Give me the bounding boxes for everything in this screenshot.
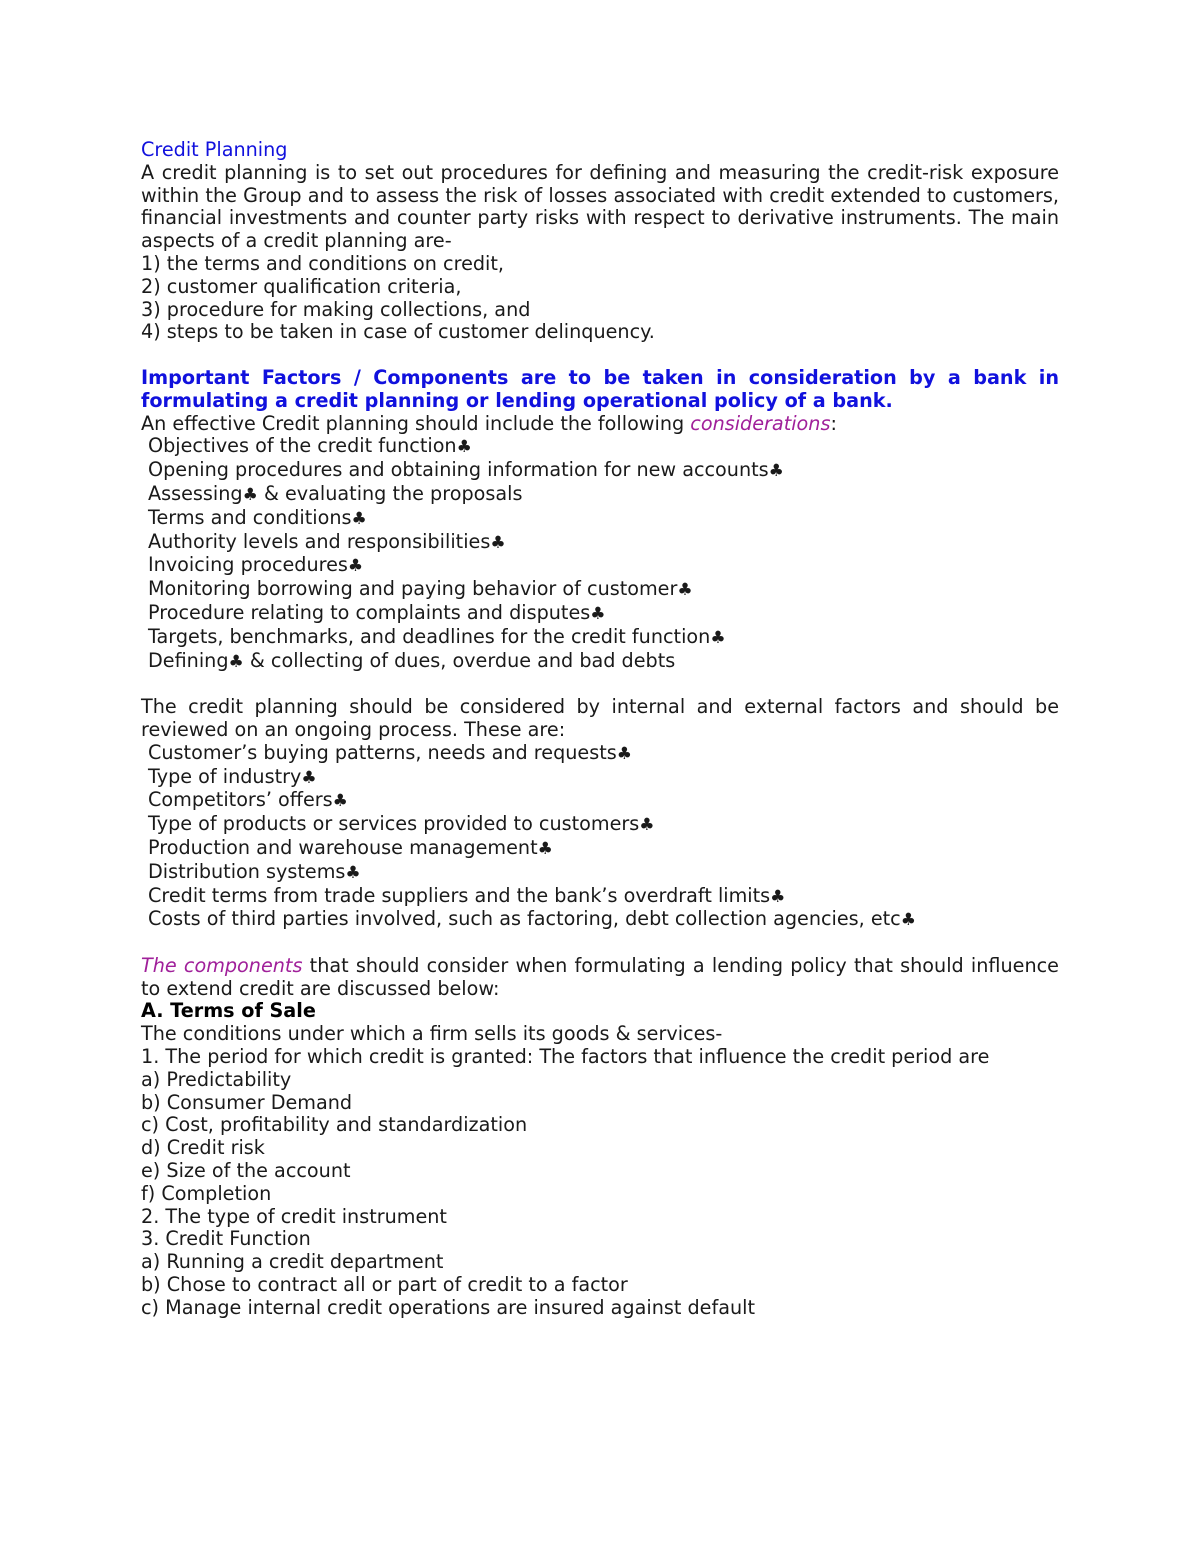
list-item-text: Production and warehouse management (148, 835, 538, 859)
section-title-important-factors: Important Factors / Components are to be taken in consideration by a bank in formulating a credit planning or lending operational policy of a bank. (141, 365, 1059, 412)
list-item (141, 507, 1059, 531)
list-item: 1. The period for which credit is granted: The factors that influence the credit period are (141, 1045, 990, 1069)
list-item (141, 885, 1059, 909)
club-bullet-icon: ♣ (537, 838, 553, 859)
list-item-text: & collecting of dues, overdue and bad debts (243, 648, 676, 672)
list-item: 3. Credit Function (141, 1227, 311, 1251)
list-item-text: Customer’s buying patterns, needs and requests (148, 740, 617, 764)
club-bullet-icon: ♣ (616, 743, 632, 764)
factors-intro: The credit planning should be considered by internal and external factors and should be reviewed on an ongoing process. These are: (141, 695, 1059, 741)
components-emphasis: The components (141, 953, 303, 977)
club-bullet-icon: ♣ (900, 910, 916, 931)
club-bullet-icon: ♣ (590, 603, 606, 624)
list-item-text: Type of industry (148, 764, 302, 788)
list-item (141, 435, 1059, 459)
club-bullet-icon: ♣ (639, 815, 655, 836)
list-item (141, 483, 1059, 507)
considerations-intro (141, 413, 1059, 436)
list-item-text: Defining (148, 648, 229, 672)
list-item-text: Opening procedures and obtaining information for new accounts (148, 458, 769, 482)
club-bullet-icon: ♣ (332, 791, 348, 812)
list-item: a) Running a credit department (141, 1250, 444, 1274)
spacer (141, 673, 1059, 696)
list-item (141, 742, 1059, 766)
list-item: 4) steps to be taken in case of customer delinquency. (141, 320, 655, 344)
list-item-text: Costs of third parties involved, such as factoring, debt collection agencies, etc (148, 907, 901, 931)
club-bullet-icon: ♣ (768, 461, 784, 482)
list-item (141, 861, 1059, 885)
list-item-text: Procedure relating to complaints and disputes (148, 600, 591, 624)
club-bullet-icon: ♣ (456, 437, 472, 458)
list-item: 3) procedure for making collections, and (141, 297, 531, 321)
club-bullet-icon: ♣ (677, 580, 693, 601)
club-bullet-icon: ♣ (347, 556, 364, 577)
club-bullet-icon: ♣ (351, 508, 367, 529)
list-item (141, 813, 1059, 837)
list-item (141, 554, 1059, 578)
list-item (141, 766, 1059, 790)
list-item (141, 650, 1059, 674)
list-item: f) Completion (141, 1181, 272, 1205)
spacer (141, 932, 1059, 955)
club-bullet-icon: ♣ (301, 767, 317, 788)
list-item: c) Manage internal credit operations are insured against default (141, 1295, 755, 1319)
list-item (141, 578, 1059, 602)
club-bullet-icon: ♣ (770, 886, 786, 907)
list-item-text: & evaluating the proposals (257, 481, 523, 505)
list-item-text: Type of products or services provided to customers (148, 812, 640, 836)
club-bullet-icon: ♣ (490, 532, 506, 553)
club-bullet-icon: ♣ (710, 627, 726, 648)
document-page (141, 139, 1059, 1320)
section-title-credit-planning: Credit Planning (141, 138, 288, 161)
list-item-text: Distribution systems (148, 859, 346, 883)
credit-planning-intro: A credit planning is to set out procedures for defining and measuring the credit-risk exposure within the Group and to assess the risk of losses associated with credit extended to customers, financial investments and counter party risks with respect to derivative instruments. The main aspects of a credit planning are- (141, 160, 1059, 253)
spacer (141, 344, 1059, 367)
list-item (141, 626, 1059, 650)
list-item-text: Targets, benchmarks, and deadlines for the credit function (148, 624, 711, 648)
components-intro-text: that should consider when formulating a lending policy that should influence to extend credit are discussed below: (141, 953, 1059, 1000)
list-item: a) Predictability (141, 1067, 292, 1091)
components-intro (141, 955, 1059, 1001)
list-item: c) Cost, profitability and standardization (141, 1113, 528, 1137)
list-item-text: Competitors’ offers (148, 788, 333, 812)
list-item-text: Credit terms from trade suppliers and the bank’s overdraft limits (148, 883, 771, 907)
list-item-text: Invoicing procedures (148, 553, 348, 577)
list-item: 2) customer qualification criteria, (141, 274, 462, 298)
list-item-text: Authority levels and responsibilities (148, 529, 491, 553)
list-item-text: Assessing (148, 481, 243, 505)
list-item: e) Size of the account (141, 1159, 351, 1183)
club-bullet-icon: ♣ (228, 651, 244, 672)
considerations-intro-text: An effective Credit planning should include the following (141, 411, 691, 435)
list-item: 1) the terms and conditions on credit, (141, 251, 505, 275)
subheading-terms-of-sale: A. Terms of Sale (141, 999, 316, 1023)
list-item (141, 459, 1059, 483)
list-item (141, 602, 1059, 626)
list-item (141, 531, 1059, 555)
list-item: d) Credit risk (141, 1136, 265, 1160)
list-item: 2. The type of credit instrument (141, 1204, 447, 1228)
list-item-text: Monitoring borrowing and paying behavior of customer (148, 577, 678, 601)
list-item (141, 837, 1059, 861)
list-item-text: Objectives of the credit function (148, 434, 457, 458)
list-item: The conditions under which a firm sells its goods & services- (141, 1022, 723, 1046)
list-item (141, 908, 1059, 932)
club-bullet-icon: ♣ (345, 862, 361, 883)
list-item: b) Consumer Demand (141, 1090, 353, 1114)
club-bullet-icon: ♣ (242, 484, 258, 505)
list-item-text: Terms and conditions (148, 505, 352, 529)
list-item (141, 789, 1059, 813)
list-item: b) Chose to contract all or part of credit to a factor (141, 1273, 628, 1297)
considerations-colon: : (830, 411, 837, 435)
considerations-emphasis: considerations (690, 411, 831, 435)
